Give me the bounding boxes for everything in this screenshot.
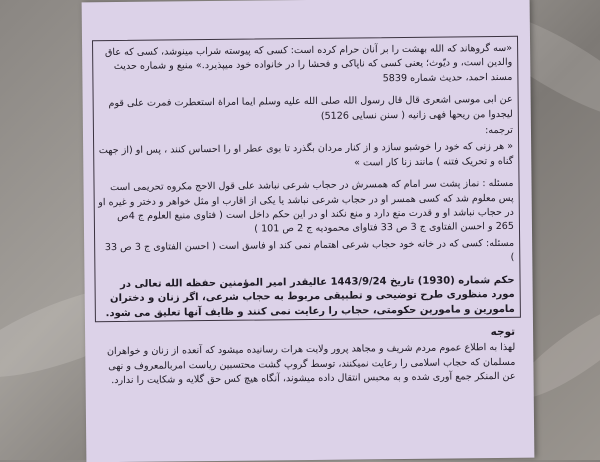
hadith-paragraph: «سه گروهاند كه الله بهشت را بر آنان حرام كرده است: كسی كه پیوسته شراب مینوشد، كسی كه عاق والدین است، و دیّوث؛ یعنی كسی كه ناپاكی و فحشا را در خانواده خود میپذیرد.» منبع و شماره حدیث مسند احمد، حدیث شماره 5839 xyxy=(104,42,513,85)
ruling-one: مسئله : نماز پشت سر امام که همسرش در حجاب شرعی نباشد علی قول الاحج مکروه تحریمی است پس معلوم شد که کسی همسر او در حجاب شرعی نباشد یا یکی از اقارب او مثل خواهر و دختر و غیره او در حجاب نباشد او و قدرت منع دارد و منع نکند او در این حکم داخل است ( فتاوی منبع العلوم ج 4ص 265 و احسن الفتاوی ج 3 ص 33 فتاوای محمودیه ج 2 ص 101 ) xyxy=(98,178,515,236)
notice-paper xyxy=(82,0,535,462)
translation-text: « هر زنی که خود را خوشبو سازد و از کنار مردان بگذرد تا بوی عطر او را احساس کنند ، پس او (از جهت گناه و تحریک فتنه ) مانند زنا کار است » xyxy=(98,141,514,169)
translation-label: ترجمه: xyxy=(485,124,514,137)
ruling-two: مسئله: کسی که در خانه خود حجاب شرعی اهتمام نمی کند او فاسق است ( احسن الفتاوی ج 3 ص 33 ) xyxy=(104,237,515,264)
notice-content xyxy=(96,42,516,391)
attention-text: لهذا به اطلاع عموم مردم شریف و مجاهد پرور ولایت هرات رسانیده میشود که آنعده از زنان و خواهران مسلمان که حجاب اسلامی را رعایت نمیکنند، توسط گروپ گشت محتسبین ریاست امربالمعروف و نهی عن المنکر جمع آوری شده و به محبس انتقال داده میشوند، آنگاه هیچ کس حق گلایه و شکایت را ندارد. xyxy=(106,342,516,387)
hadith-arabic: عن ابی موسی اشعری قال قال رسول الله صلی الله علیه وسلم ایما امراة استعطرت فمرت علی قوم لیجدوا من ریحها فهی زانیه ( سنن نسایی 5126) xyxy=(108,94,513,122)
decree-paragraph: حکم شماره (1930) تاریخ 1443/9/24 عالیقدر امیر المؤمنین حفظه الله تعالی در مورد منظوری طرح توضیحی و تطبیقی مربوط به حجاب شرعی، اگر زنان و دختران مامورین و مامورین حکومتی، حجاب را رعایت نمی کنند و ظایف آنها تعلیق می شود. xyxy=(105,274,515,319)
attention-heading: توجه xyxy=(490,325,516,338)
